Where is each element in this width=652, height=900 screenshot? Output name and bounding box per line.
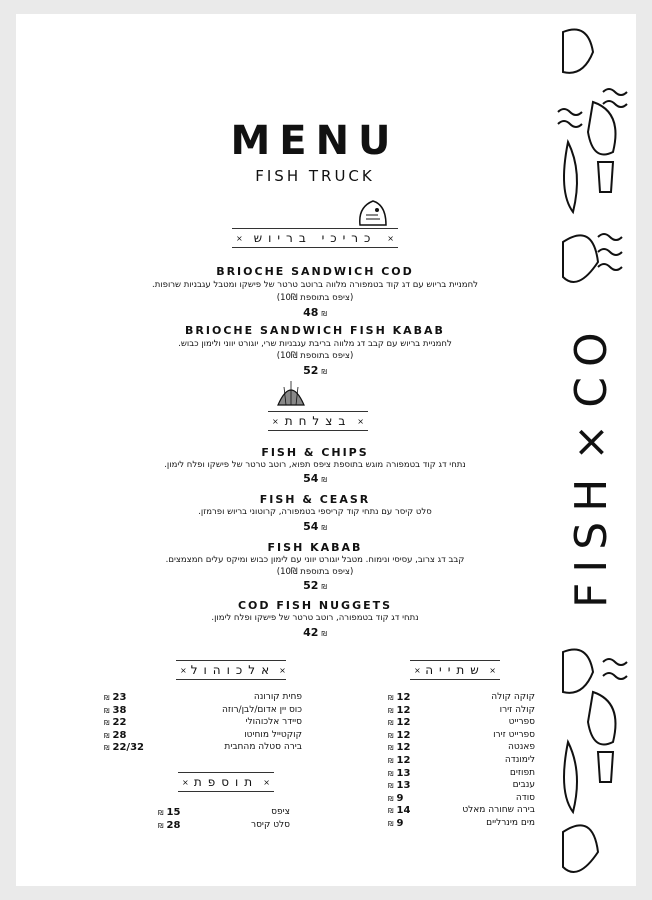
currency-symbol: ₪ <box>388 807 394 816</box>
item-price: 48 ₪ <box>303 306 327 319</box>
price-list-row <box>388 805 535 818</box>
header-mark-right: × <box>357 416 364 426</box>
currency-symbol: ₪ <box>158 822 164 830</box>
currency-symbol: ₪ <box>388 744 394 753</box>
row-price-value: 22/32 <box>112 742 144 754</box>
alcohol-header <box>176 660 286 680</box>
row-name: פאנטה <box>508 742 535 753</box>
row-price-value: 12 <box>396 742 411 754</box>
row-price-value: 28 <box>112 729 127 741</box>
row-price-value: 22 <box>112 717 127 729</box>
item-desc: נתחי דג קוד בטמפורה מוגש בתוספת ציפס תפוא, רוטב טרטר של פישקו ופלח לימון. <box>164 460 466 470</box>
row-price <box>158 807 180 818</box>
row-price <box>388 730 410 741</box>
row-name: מים מינרליים <box>486 818 535 828</box>
menu-subtitle: FISH TRUCK <box>255 167 375 185</box>
sides-header <box>178 772 274 792</box>
currency-symbol: ₪ <box>388 694 394 702</box>
row-name: בירה שחורה מאלט <box>462 805 535 816</box>
plates-header-label: בצלחת <box>284 414 352 428</box>
header-mark-right: × <box>387 233 394 243</box>
header-mark-left: × <box>272 416 279 426</box>
price-list-row <box>388 717 535 730</box>
row-name: קולה זירו <box>499 704 535 715</box>
drinks-header <box>410 660 500 680</box>
row-price-value: 13 <box>396 780 411 792</box>
plates-header <box>268 411 368 431</box>
currency-symbol: ₪ <box>388 757 394 765</box>
row-price <box>388 793 403 804</box>
row-price <box>104 692 126 703</box>
price-list-row <box>104 730 302 743</box>
price-list-row <box>388 755 535 768</box>
price-list-row <box>388 692 535 705</box>
header-mark-left: × <box>236 233 243 243</box>
price-list-row <box>158 820 290 833</box>
price-list-row <box>104 742 302 755</box>
row-price-value: 23 <box>112 692 127 703</box>
row-name: סודה <box>515 792 535 803</box>
row-price <box>104 705 126 716</box>
currency-symbol: ₪ <box>388 706 394 715</box>
currency-symbol: ₪ <box>388 782 394 791</box>
price-list-row <box>104 705 302 718</box>
row-price-value: 9 <box>396 818 404 829</box>
item-price: 54 ₪ <box>303 472 327 485</box>
item-title: BRIOCHE SANDWICH FISH KABAB <box>185 324 445 337</box>
item-extra: (ציפס בתוספת 10₪) <box>276 293 354 303</box>
price-list-row <box>388 793 535 806</box>
row-price-value: 12 <box>396 755 411 766</box>
menu-title: MENU <box>230 118 400 164</box>
row-price-value: 13 <box>396 767 411 779</box>
row-price-value: 14 <box>396 805 411 817</box>
row-name: ספרייט <box>508 717 535 728</box>
row-price <box>104 730 126 741</box>
row-price-value: 12 <box>396 717 411 729</box>
header-mark-left: × <box>180 665 187 675</box>
item-extra: (ציפס בתוספת 10₪) <box>276 567 354 577</box>
row-name: ציפס <box>271 807 290 817</box>
price-list-row <box>388 818 535 831</box>
item-desc: נתחי דג קוד בטמפורה, רוטב טרטר של פישקו ופלח לימון. <box>211 613 419 623</box>
price-list-row <box>388 780 535 793</box>
price-list-row <box>388 730 535 743</box>
brand-vertical-text: FISH×CO <box>566 322 617 608</box>
item-price: 42 ₪ <box>303 626 327 639</box>
price-list-row <box>104 717 302 730</box>
row-price <box>388 818 403 829</box>
row-price <box>104 742 144 753</box>
header-mark-right: × <box>279 665 286 675</box>
header-mark-right: × <box>263 777 270 787</box>
currency-symbol: ₪ <box>388 769 394 778</box>
currency-symbol: ₪ <box>388 731 394 740</box>
currency-symbol: ₪ <box>104 731 110 740</box>
currency-symbol: ₪ <box>104 706 110 715</box>
item-desc: לחמניית בריוש עם קבב דג מלווה בריבת עגבניות שרי, יוגורט יווני ולימון כבוש. <box>178 339 452 349</box>
row-price <box>388 742 410 753</box>
currency-symbol: ₪ <box>104 719 110 728</box>
row-price-value: 12 <box>396 729 411 741</box>
price-list-row <box>104 692 302 705</box>
currency-symbol: ₪ <box>388 820 394 828</box>
price-list-row <box>388 705 535 718</box>
item-price: 54 ₪ <box>303 520 327 533</box>
currency-symbol: ₪ <box>104 744 110 753</box>
item-desc: לחמניית בריוש עם דג קוד בטמפורה מלווה ברוטב טרטר של פישקו ומטבל עגבניות שרופות. <box>152 280 478 290</box>
header-mark-left: × <box>414 665 421 675</box>
item-title: FISH KABAB <box>267 541 363 554</box>
row-price-value: 15 <box>166 807 181 818</box>
row-name: סיידר אלכוהולי <box>245 717 302 728</box>
currency-symbol: ₪ <box>388 719 394 728</box>
row-price-value: 28 <box>166 820 181 831</box>
row-price <box>104 717 126 728</box>
sandwiches-header <box>232 228 398 248</box>
row-name: קוקטייל מוחיטו <box>244 729 302 740</box>
currency-symbol: ₪ <box>104 694 110 702</box>
item-desc: קבב דג צרוב, עסיסי ונימוח. מטבל יוגורט יווני עם לימון כבוש ומיקס עלים חמצמצים. <box>165 555 465 565</box>
item-title: FISH & CEASR <box>259 493 371 506</box>
item-desc: סלט קיסר עם נתחי קוד קריספי בטמפורה, קרוטוני בריוש ופרמזן. <box>198 507 432 517</box>
row-price <box>388 692 410 703</box>
row-price <box>388 755 410 766</box>
row-price <box>388 805 410 816</box>
header-mark-left: × <box>182 777 189 787</box>
item-title: FISH & CHIPS <box>261 446 369 459</box>
sides-header-label: תוספת <box>193 775 259 789</box>
row-price-value: 38 <box>112 704 127 716</box>
row-name: לימונדה <box>504 755 535 765</box>
sandwiches-header-label: כריכי בריוש <box>253 231 377 245</box>
alcohol-header-label: אלכוהול <box>190 663 276 677</box>
row-price <box>158 820 180 831</box>
header-mark-right: × <box>489 665 496 675</box>
shell-icon <box>274 377 308 407</box>
row-price <box>388 780 410 791</box>
currency-symbol: ₪ <box>388 794 394 803</box>
price-list-row <box>388 742 535 755</box>
item-price: 52 ₪ <box>303 364 327 377</box>
fish-head-icon <box>356 197 390 227</box>
row-name: תפוזים <box>509 767 535 778</box>
item-title: COD FISH NUGGETS <box>237 599 393 612</box>
row-name: קוקה קולה <box>491 692 535 702</box>
row-name: ספרייט זירו <box>493 729 535 740</box>
item-title: BRIOCHE SANDWICH COD <box>216 265 414 278</box>
row-name: בירה סטלה מהחבית <box>224 742 302 753</box>
row-name: סלט קיסר <box>251 820 290 830</box>
drinks-header-label: שתייה <box>425 663 485 677</box>
currency-symbol: ₪ <box>158 809 164 817</box>
row-price-value: 9 <box>396 792 404 804</box>
row-price-value: 12 <box>396 704 411 716</box>
row-price <box>388 705 410 716</box>
row-price <box>388 768 410 779</box>
price-list-row <box>388 768 535 781</box>
row-price <box>388 717 410 728</box>
item-extra: (ציפס בתוספת 10₪) <box>276 351 354 361</box>
row-name: כוס יין אדום/לבן/רוזה <box>222 704 302 715</box>
row-name: פחית קורונה <box>253 692 302 702</box>
row-price-value: 12 <box>396 692 411 703</box>
item-price: 52 ₪ <box>303 579 327 592</box>
row-name: ענבים <box>512 780 535 791</box>
price-list-row <box>158 807 290 820</box>
